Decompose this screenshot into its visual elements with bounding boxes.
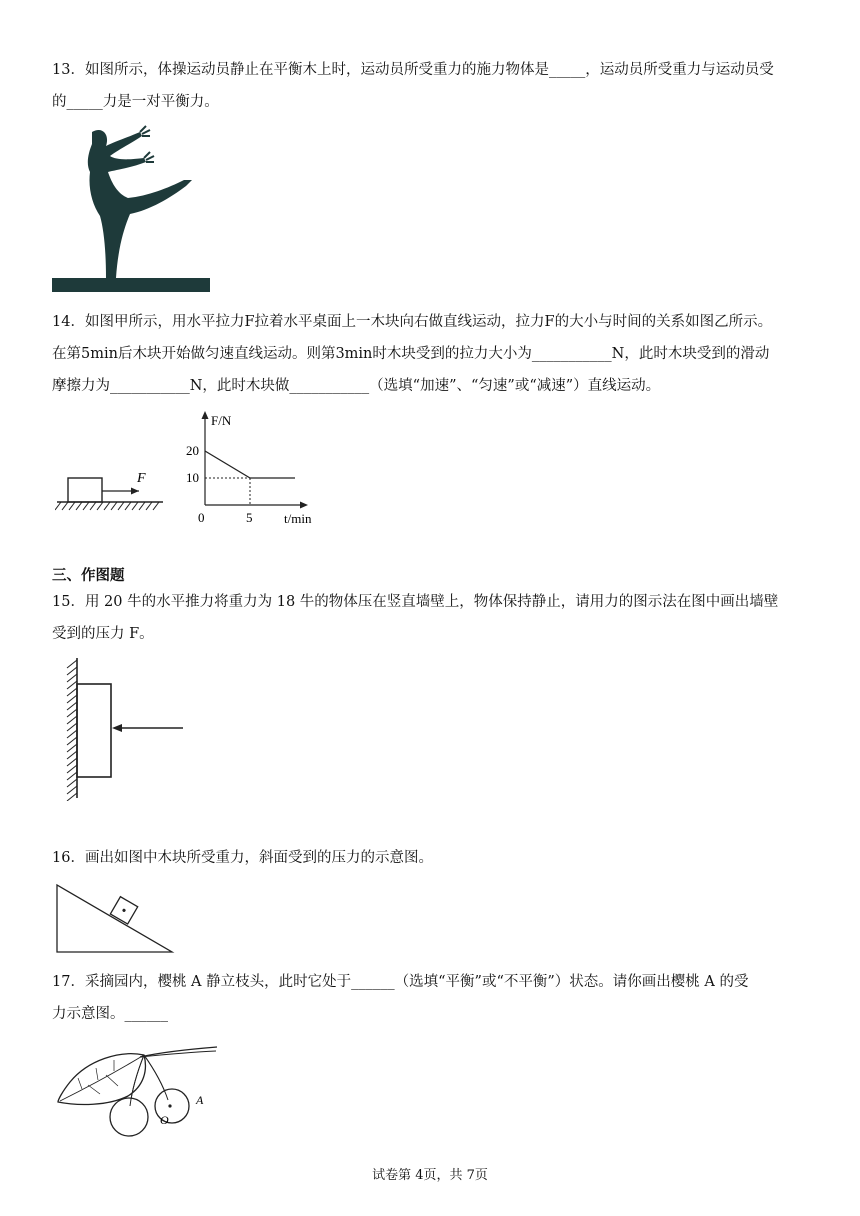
q15-text-line1: 15．用 20 牛的水平推力将重力为 18 牛的物体压在竖直墙壁上，物体保持静止，请用力的图示法在图中画出墙壁: [52, 594, 779, 610]
x-tick-label: 5: [246, 510, 253, 525]
pull-force-arrowhead: [131, 488, 139, 495]
incline-plane: [57, 885, 172, 952]
gymnast-hand-upper: [140, 126, 150, 136]
push-force-arrowhead: [112, 724, 122, 732]
y-axis-label: F/N: [211, 413, 232, 428]
q13-text-line1: 13．如图所示，体操运动员静止在平衡木上时，运动员所受重力的施力物体是_____，运动员所受重力与运动员受: [52, 62, 774, 78]
force-time-chart: [180, 405, 325, 530]
gymnast-silhouette: [88, 130, 192, 278]
q17-text-line1: 17．采摘园内，樱桃 A 静立枝头，此时它处于______（选填“平衡”或“不平衡”）状态。请你画出樱桃 A 的受: [52, 974, 749, 990]
q13-text-line2: 的_____力是一对平衡力。: [52, 94, 219, 110]
hatch-line: [139, 502, 145, 510]
hatch-line: [67, 758, 77, 766]
hatch-line: [67, 674, 77, 682]
hatch-line: [76, 502, 82, 510]
gymnast-figure: [52, 124, 212, 294]
q17-text-line2: 力示意图。______: [52, 1006, 168, 1022]
hatch-line: [153, 502, 159, 510]
hatch-line: [67, 765, 77, 773]
incline-figure: [55, 882, 180, 957]
hatch-line: [67, 744, 77, 752]
block-on-incline: [110, 897, 137, 924]
q14-text-line1: 14．如图甲所示，用水平拉力F拉着水平桌面上一木块向右做直线运动，拉力F的大小与时间的关系如图乙所示。: [52, 314, 773, 330]
balance-beam: [52, 278, 210, 292]
force-label-F: F: [137, 471, 146, 486]
cherry-left: [110, 1098, 148, 1136]
point-O: [168, 1104, 171, 1107]
hatch-line: [67, 695, 77, 703]
hatch-line: [90, 502, 96, 510]
x-axis-label: t/min: [284, 511, 312, 526]
hatch-line: [111, 502, 117, 510]
hatch-line: [55, 502, 61, 510]
cherry-figure: [52, 1040, 224, 1140]
q14-text-line3: 摩擦力为___________N，此时木块做___________（选填“加速”、“匀速”或“减速”）直线运动。: [52, 378, 661, 394]
hatch-line: [67, 660, 77, 668]
table-hatching: [55, 502, 159, 510]
wall-block-figure: [55, 656, 195, 801]
label-A: A: [196, 1093, 204, 1107]
wall-hatching: [67, 660, 77, 801]
hatch-line: [132, 502, 138, 510]
pressed-object: [77, 684, 111, 777]
hatch-line: [69, 502, 75, 510]
hatch-line: [67, 709, 77, 717]
hatch-line: [67, 667, 77, 675]
hatch-line: [67, 688, 77, 696]
gymnast-hand-lower: [144, 152, 154, 162]
hatch-line: [125, 502, 131, 510]
branch-edge: [140, 1051, 216, 1057]
hatch-line: [67, 716, 77, 724]
wood-block: [68, 478, 102, 502]
series-segment: [205, 451, 250, 478]
q14-text-line2: 在第5min后木块开始做匀速直线运动。则第3min时木块受到的拉力大小为___________N，此时木块受到的滑动: [52, 346, 770, 362]
hatch-line: [67, 793, 77, 801]
q15-text-line2: 受到的压力 F。: [52, 626, 154, 642]
hatch-line: [97, 502, 103, 510]
page-footer: 试卷第 4页，共 7页: [372, 1168, 488, 1183]
hatch-line: [67, 772, 77, 780]
x-tick-label: 0: [198, 510, 205, 525]
hatch-line: [83, 502, 89, 510]
hatch-line: [67, 702, 77, 710]
y-tick-label: 20: [186, 443, 199, 458]
q16-text-line1: 16．画出如图中木块所受重力，斜面受到的压力的示意图。: [52, 850, 433, 866]
block-on-table-figure: [55, 458, 170, 520]
x-axis-arrow: [300, 502, 308, 509]
hatch-line: [104, 502, 110, 510]
y-tick-label: 10: [186, 470, 199, 485]
hatch-line: [62, 502, 68, 510]
hatch-line: [67, 723, 77, 731]
hatch-line: [67, 779, 77, 787]
y-axis-arrow: [202, 411, 209, 419]
hatch-line: [67, 751, 77, 759]
hatch-line: [146, 502, 152, 510]
hatch-line: [67, 737, 77, 745]
force-series: [205, 451, 295, 505]
hatch-line: [67, 730, 77, 738]
hatch-line: [67, 786, 77, 794]
label-O: O: [160, 1113, 169, 1127]
section-title: 三、作图题: [52, 567, 125, 584]
hatch-line: [118, 502, 124, 510]
hatch-line: [67, 681, 77, 689]
